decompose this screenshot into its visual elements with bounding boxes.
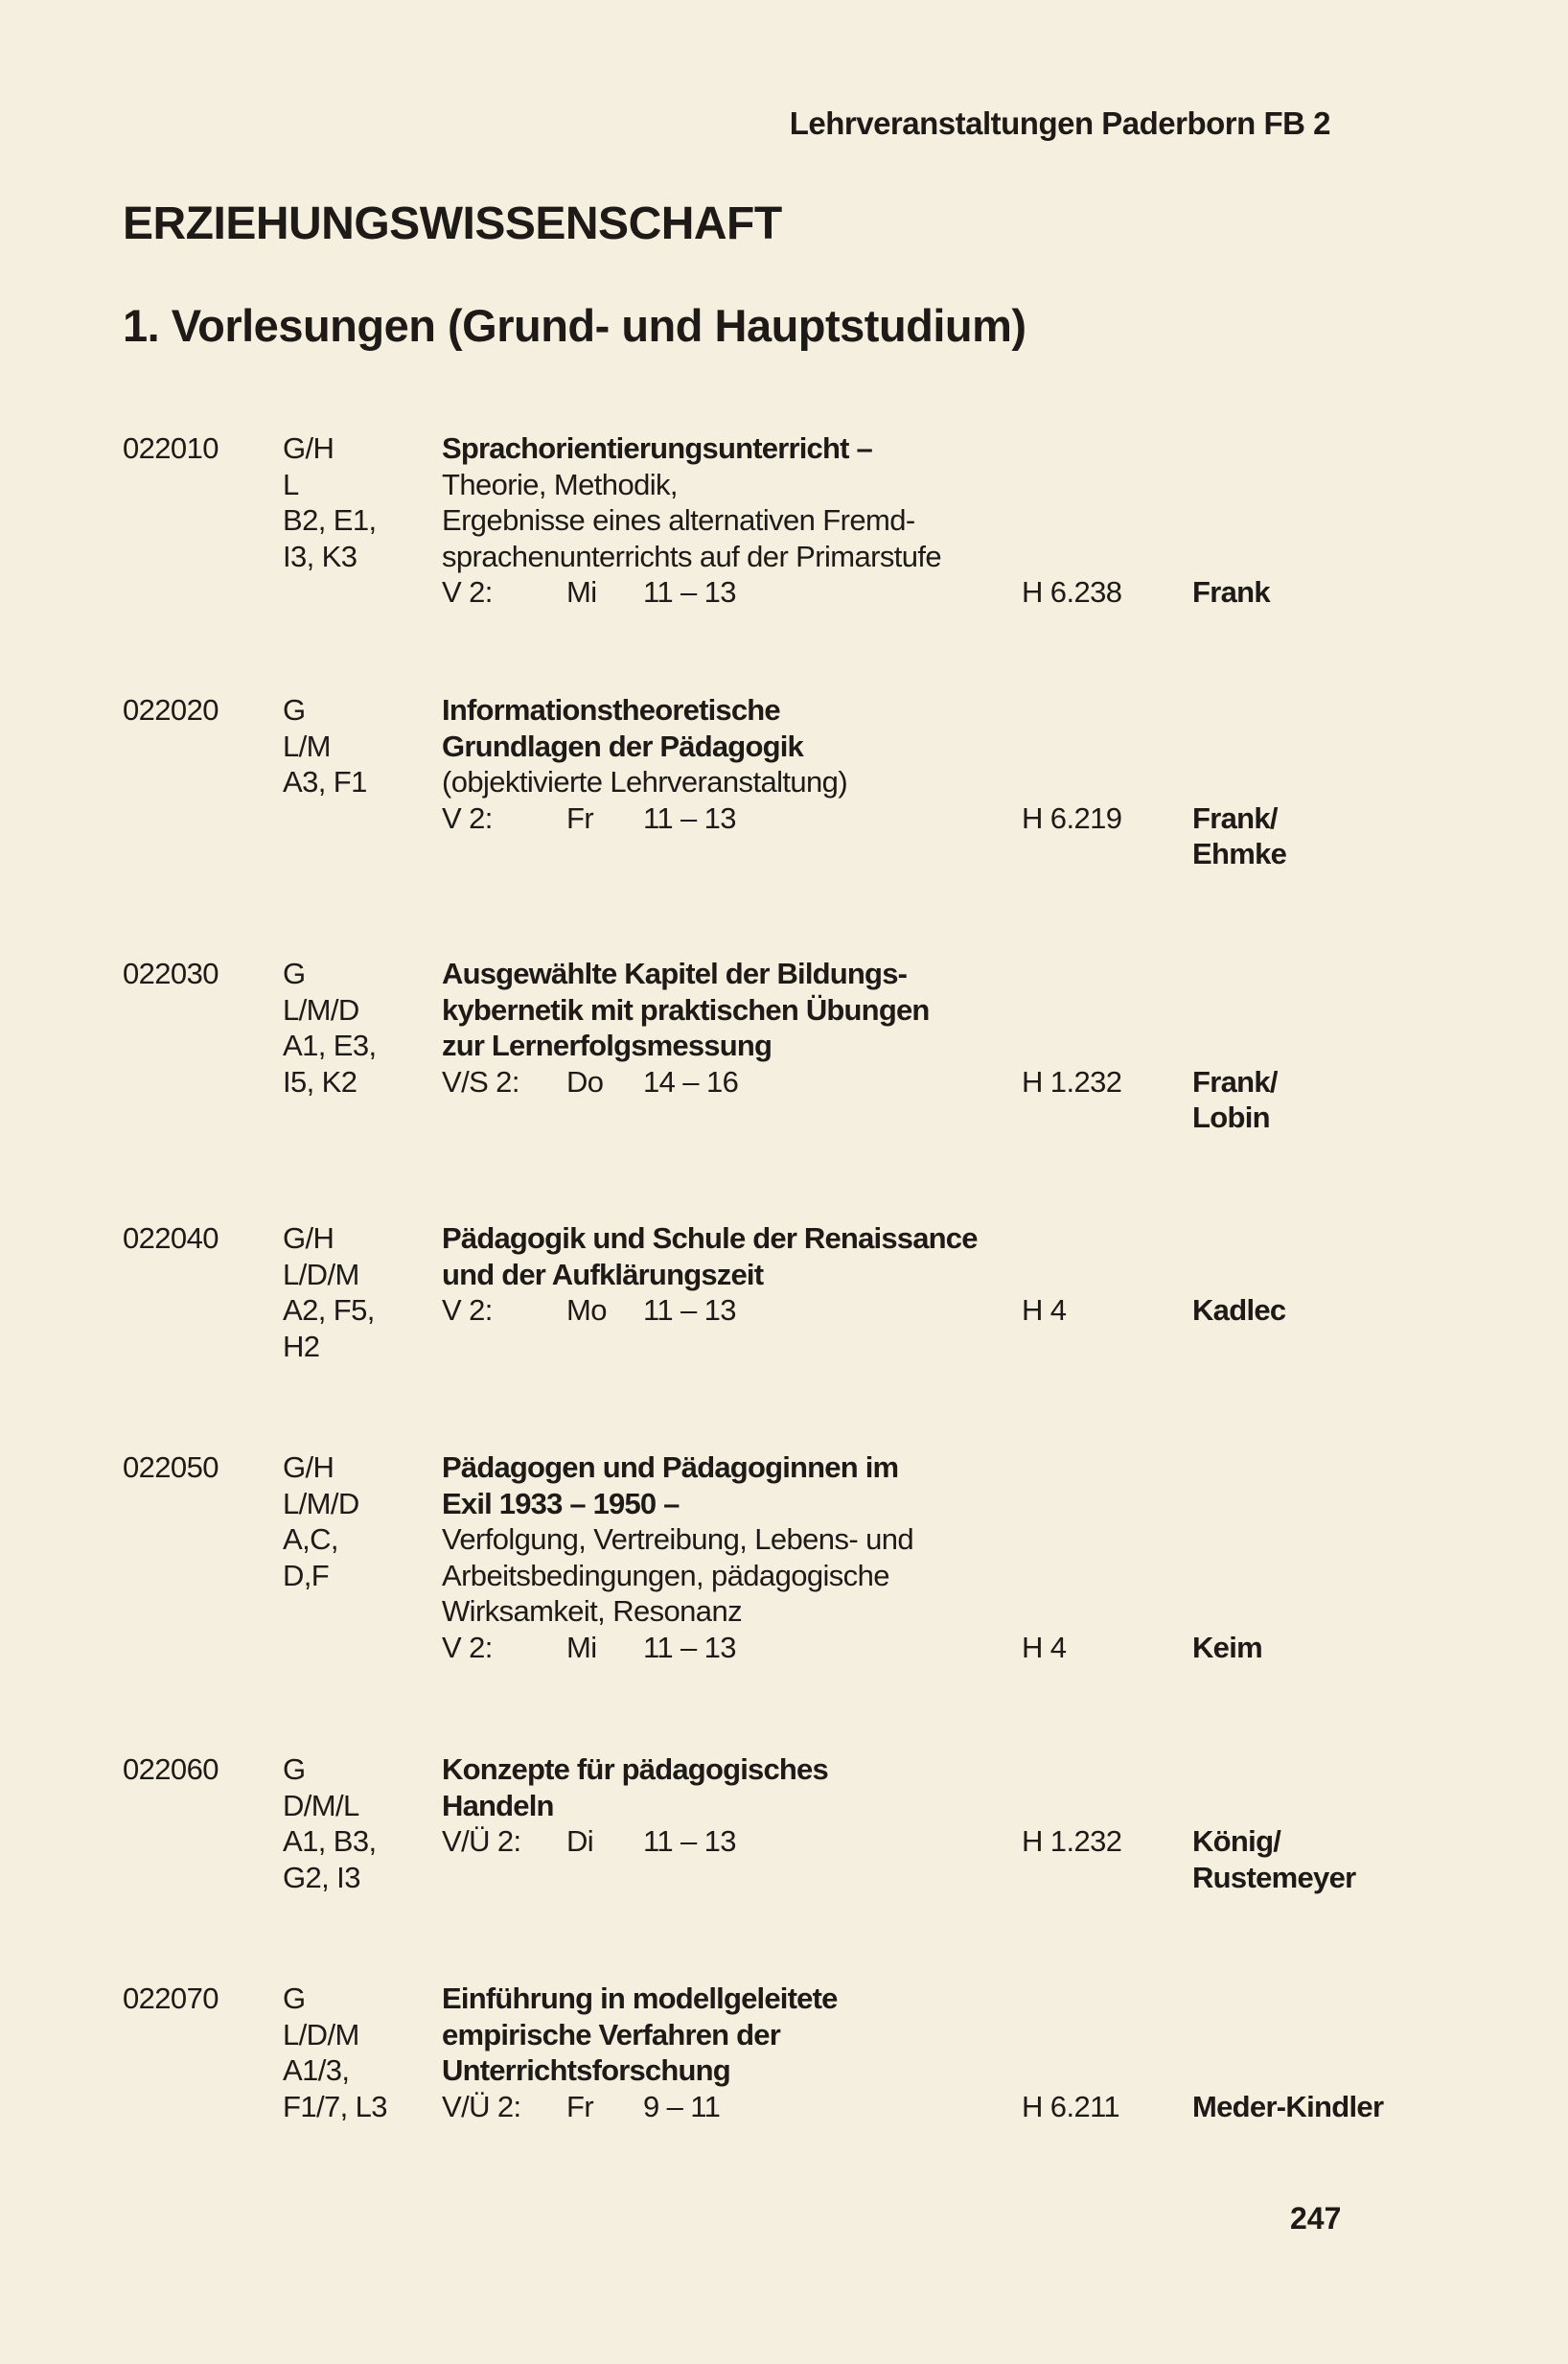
course-code-line: G bbox=[283, 957, 306, 990]
course-room: H 4 bbox=[1022, 1293, 1067, 1327]
course-number: 022050 bbox=[123, 1450, 219, 1484]
course-title-line: kybernetik mit praktischen Übungen bbox=[442, 992, 930, 1027]
course-codes bbox=[283, 1449, 359, 1593]
course-time: 14 – 16 bbox=[643, 1064, 739, 1099]
course-code-line: A3, F1 bbox=[283, 765, 367, 799]
course-room: H 1.232 bbox=[1022, 1824, 1122, 1858]
course-day: Fr bbox=[566, 2089, 594, 2123]
course-code-line: G bbox=[283, 1752, 306, 1786]
lecturer-name: Rustemeyer bbox=[1192, 1860, 1356, 1894]
course-room: H 1.232 bbox=[1022, 1064, 1122, 1099]
course-day: Mi bbox=[566, 575, 597, 609]
course-code-line: L/M/D bbox=[283, 1486, 359, 1520]
course-code-line: A1, E3, bbox=[283, 1029, 377, 1062]
course-code-line: I3, K3 bbox=[283, 539, 357, 573]
lecturer-name: König/ bbox=[1192, 1824, 1281, 1858]
course-code-line: L bbox=[283, 467, 299, 501]
course-title-line: Exil 1933 – 1950 – bbox=[442, 1486, 680, 1520]
course-codes bbox=[283, 956, 376, 1100]
course-schedule bbox=[442, 1064, 738, 1101]
course-code-line: G/H bbox=[283, 1450, 334, 1484]
course-codes bbox=[283, 430, 376, 574]
course-code-line: A1/3, bbox=[283, 2053, 350, 2087]
course-schedule bbox=[442, 1630, 736, 1666]
course-code-line: A,C, bbox=[283, 1522, 338, 1556]
course-schedule bbox=[442, 1823, 736, 1860]
course-day: Fr bbox=[566, 800, 594, 835]
course-title bbox=[442, 1449, 913, 1630]
course-code-line: L/M bbox=[283, 729, 331, 763]
course-type: V/Ü 2: bbox=[442, 1824, 521, 1858]
course-type: V 2: bbox=[442, 575, 493, 609]
course-type: V/Ü 2: bbox=[442, 2089, 521, 2123]
course-title-line: Pädagogik und Schule der Renaissance bbox=[442, 1221, 978, 1255]
course-day: Mi bbox=[566, 1630, 597, 1664]
course-time: 11 – 13 bbox=[643, 1824, 736, 1858]
course-time: 11 – 13 bbox=[643, 800, 736, 835]
course-title-line: Handeln bbox=[442, 1788, 554, 1822]
lecturer-name: Frank/ bbox=[1192, 800, 1278, 835]
course-title-line: Grundlagen der Pädagogik bbox=[442, 729, 803, 763]
course-code-line: D/M/L bbox=[283, 1788, 359, 1822]
course-number: 022040 bbox=[123, 1221, 219, 1255]
course-number: 022020 bbox=[123, 693, 219, 727]
course-code-line: A2, F5, bbox=[283, 1293, 375, 1327]
course-code-line: G/H bbox=[283, 1221, 334, 1255]
lecturer-name: Kadlec bbox=[1192, 1293, 1286, 1327]
course-time: 11 – 13 bbox=[643, 1630, 736, 1664]
lecturer-name: Keim bbox=[1192, 1630, 1263, 1664]
course-code-line: D,F bbox=[283, 1558, 330, 1592]
course-title bbox=[442, 1751, 828, 1823]
course-title-line: Pädagogen und Pädagoginnen im bbox=[442, 1450, 899, 1484]
course-title-line: zur Lernerfolgsmessung bbox=[442, 1029, 772, 1062]
course-title-line: Einführung in modellgeleitete bbox=[442, 1982, 838, 2015]
course-room: H 6.211 bbox=[1022, 2089, 1120, 2123]
course-codes bbox=[283, 692, 367, 800]
course-room: H 6.219 bbox=[1022, 800, 1122, 835]
course-description-line: Verfolgung, Vertreibung, Lebens- und bbox=[442, 1522, 914, 1556]
section-title: 1. Vorlesungen (Grund- und Hauptstudium) bbox=[123, 300, 1026, 351]
course-lecturer bbox=[1192, 2089, 1383, 2125]
course-type: V 2: bbox=[442, 1630, 493, 1664]
course-code-line: L/D/M bbox=[283, 2017, 359, 2051]
course-code-line: L/D/M bbox=[283, 1257, 359, 1291]
course-title-line: Sprachorientierungsunterricht – bbox=[442, 431, 872, 465]
course-code-line: G2, I3 bbox=[283, 1860, 360, 1894]
course-type: V/S 2: bbox=[442, 1064, 519, 1099]
course-codes bbox=[283, 1751, 376, 1895]
course-title bbox=[442, 1220, 978, 1292]
course-room: H 6.238 bbox=[1022, 575, 1122, 609]
course-room: H 4 bbox=[1022, 1630, 1067, 1664]
course-code-line: A1, B3, bbox=[283, 1824, 377, 1858]
course-title bbox=[442, 956, 930, 1064]
course-code-line: G bbox=[283, 1982, 306, 2015]
lecturer-name: Ehmke bbox=[1192, 837, 1287, 870]
course-title bbox=[442, 692, 847, 800]
course-schedule bbox=[442, 800, 736, 837]
course-time: 9 – 11 bbox=[643, 2089, 721, 2123]
course-number: 022030 bbox=[123, 957, 219, 990]
course-number: 022060 bbox=[123, 1752, 219, 1786]
course-code-line: I5, K2 bbox=[283, 1064, 357, 1099]
lecturer-name: Meder-Kindler bbox=[1192, 2089, 1384, 2123]
running-head: Lehrveranstaltungen Paderborn FB 2 bbox=[789, 105, 1330, 141]
course-code-line: G/H bbox=[283, 431, 334, 465]
course-description-line: Wirksamkeit, Resonanz bbox=[442, 1594, 742, 1628]
course-lecturer bbox=[1192, 574, 1270, 611]
course-description-line: Theorie, Methodik, bbox=[442, 467, 678, 501]
course-codes bbox=[283, 1981, 387, 2124]
course-description-line: Arbeitsbedingungen, pädagogische bbox=[442, 1558, 889, 1592]
course-time: 11 – 13 bbox=[643, 1293, 736, 1327]
course-title-line: Informationstheoretische bbox=[442, 693, 780, 727]
course-lecturer bbox=[1192, 1823, 1355, 1895]
course-code-line: B2, E1, bbox=[283, 503, 377, 537]
course-day: Di bbox=[566, 1824, 594, 1858]
course-type: V 2: bbox=[442, 1293, 493, 1327]
course-day: Do bbox=[566, 1064, 604, 1099]
course-codes bbox=[283, 1220, 375, 1364]
course-lecturer bbox=[1192, 1630, 1262, 1666]
course-type: V 2: bbox=[442, 800, 493, 835]
lecturer-name: Frank/ bbox=[1192, 1064, 1278, 1099]
course-number: 022070 bbox=[123, 1982, 219, 2015]
course-day: Mo bbox=[566, 1293, 607, 1327]
course-title-line: empirische Verfahren der bbox=[442, 2017, 780, 2051]
course-code-line: F1/7, L3 bbox=[283, 2089, 387, 2123]
course-schedule bbox=[442, 1292, 736, 1329]
lecturer-name: Frank bbox=[1192, 575, 1270, 609]
course-title bbox=[442, 430, 941, 574]
page-title: ERZIEHUNGSWISSENSCHAFT bbox=[123, 198, 782, 249]
course-title bbox=[442, 1981, 838, 2089]
course-number: 022010 bbox=[123, 431, 219, 465]
page-number: 247 bbox=[1290, 2201, 1342, 2236]
course-lecturer bbox=[1192, 1064, 1278, 1136]
course-lecturer bbox=[1192, 800, 1286, 872]
course-title-line: Ausgewählte Kapitel der Bildungs- bbox=[442, 957, 908, 990]
course-description-line: sprachenunterrichts auf der Primarstufe bbox=[442, 539, 942, 573]
course-title-line: Konzepte für pädagogisches bbox=[442, 1752, 828, 1786]
course-lecturer bbox=[1192, 1292, 1285, 1329]
course-time: 11 – 13 bbox=[643, 575, 736, 609]
course-description-line: (objektivierte Lehrveranstaltung) bbox=[442, 765, 848, 799]
course-title-line: Unterrichtsforschung bbox=[442, 2053, 730, 2087]
course-code-line: G bbox=[283, 693, 306, 727]
course-code-line: L/M/D bbox=[283, 992, 359, 1027]
course-schedule bbox=[442, 574, 736, 611]
course-code-line: H2 bbox=[283, 1329, 320, 1363]
course-title-line: und der Aufklärungszeit bbox=[442, 1257, 764, 1291]
lecturer-name: Lobin bbox=[1192, 1101, 1270, 1134]
course-schedule bbox=[442, 2089, 720, 2125]
course-description-line: Ergebnisse eines alternativen Fremd- bbox=[442, 503, 915, 537]
